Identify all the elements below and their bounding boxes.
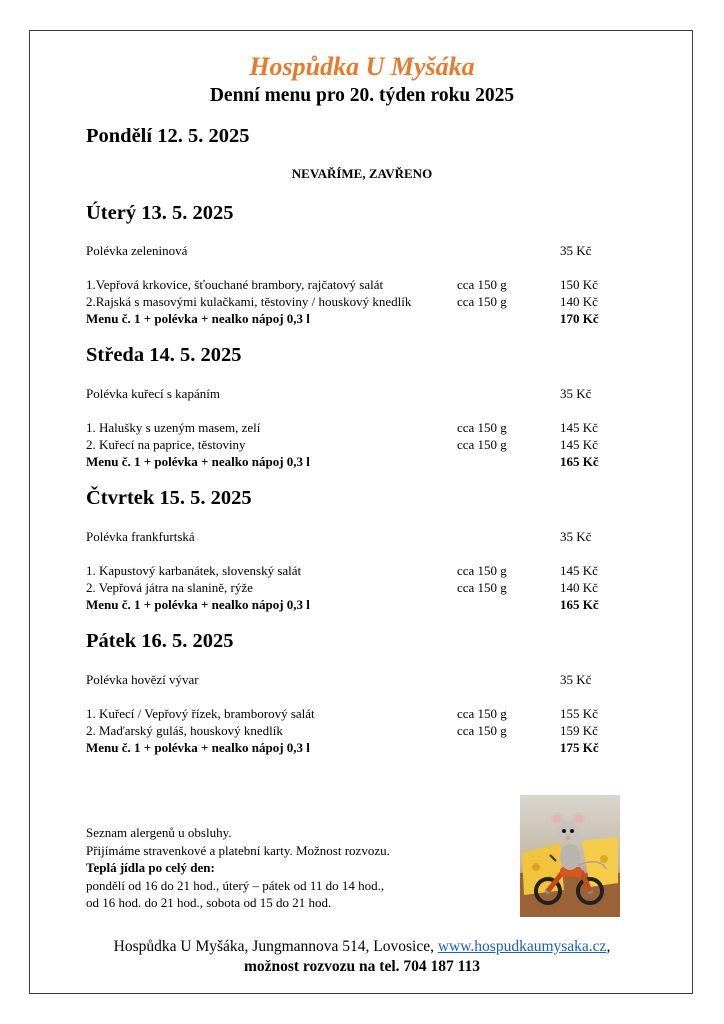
menu-offer-name: Menu č. 1 + polévka + nealko nápoj 0,3 l	[86, 454, 310, 469]
meal-price: 145 Kč	[560, 563, 598, 578]
payment-note: Přijímáme stravenkové a platební karty. Možnost rozvozu.	[86, 842, 390, 858]
meal-weight: cca 150 g	[457, 563, 507, 578]
meal-price: 140 Kč	[560, 580, 598, 595]
soup-row	[86, 243, 606, 260]
meal-name: 1.Vepřová krkovice, šťouchané brambory, rajčatový salát	[86, 277, 384, 292]
soup-row	[86, 386, 606, 403]
opening-hours-line: pondělí od 16 do 21 hod., úterý – pátek od 11 do 14 hod.,	[86, 877, 385, 893]
day-heading-thursday: Čtvrtek 15. 5. 2025	[86, 487, 252, 509]
meal-row	[86, 706, 606, 723]
day-heading-friday: Pátek 16. 5. 2025	[86, 630, 234, 652]
meal-row	[86, 437, 606, 454]
meal-name: 2. Kuřecí na paprice, těstoviny	[86, 437, 246, 452]
meal-name: 1. Kuřecí / Vepřový řízek, bramborový salát	[86, 706, 315, 721]
meal-row	[86, 420, 606, 437]
meal-name: 2.Rajská s masovými kulačkami, těstoviny / houskový knedlík	[86, 294, 412, 309]
soup-name: Polévka zeleninová	[86, 243, 188, 258]
meal-price: 145 Kč	[560, 420, 598, 435]
menu-offer-price: 165 Kč	[560, 597, 599, 612]
mouse-motorbike-photo	[520, 795, 620, 917]
meal-price: 159 Kč	[560, 723, 598, 738]
soup-price: 35 Kč	[560, 672, 592, 687]
menu-offer-row	[86, 454, 606, 471]
address-text: Hospůdka U Myšáka, Jungmannova 514, Lovosice,	[113, 938, 438, 955]
soup-price: 35 Kč	[560, 243, 592, 258]
menu-offer-price: 170 Kč	[560, 311, 599, 326]
meal-row	[86, 580, 606, 597]
meal-price: 140 Kč	[560, 294, 598, 309]
meal-row	[86, 563, 606, 580]
delivery-phone: možnost rozvozu na tel. 704 187 113	[243, 958, 481, 975]
menu-offer-row	[86, 740, 606, 757]
meal-weight: cca 150 g	[457, 723, 507, 738]
info-notes	[86, 824, 466, 912]
meal-row	[86, 723, 606, 740]
menu-offer-row	[86, 311, 606, 328]
day-heading-monday: Pondělí 12. 5. 2025	[86, 125, 250, 147]
opening-hours-line: od 16 hod. do 21 hod., sobota od 15 do 21 hod.	[86, 895, 332, 910]
soup-price: 35 Kč	[560, 529, 592, 544]
menu-offer-name: Menu č. 1 + polévka + nealko nápoj 0,3 l	[86, 311, 310, 326]
meal-weight: cca 150 g	[457, 294, 507, 309]
day-heading-wednesday: Středa 14. 5. 2025	[86, 344, 242, 366]
meal-price: 155 Kč	[560, 706, 598, 721]
soup-row	[86, 672, 606, 689]
meal-weight: cca 150 g	[457, 277, 507, 292]
menu-offer-name: Menu č. 1 + polévka + nealko nápoj 0,3 l	[86, 597, 310, 612]
soup-name: Polévka kuřecí s kapáním	[86, 386, 220, 401]
address-line	[0, 938, 724, 956]
meal-row	[86, 277, 606, 294]
meal-price: 145 Kč	[560, 437, 598, 452]
restaurant-name: Hospůdka U Myšáka	[249, 52, 475, 81]
mouse-motorbike-illustration	[520, 795, 620, 917]
meal-weight: cca 150 g	[457, 580, 507, 595]
website-link[interactable]: www.hospudkaumysaka.cz	[437, 938, 607, 955]
meal-row	[86, 294, 606, 311]
menu-offer-name: Menu č. 1 + polévka + nealko nápoj 0,3 l	[86, 740, 310, 755]
menu-offer-row	[86, 597, 606, 614]
day-heading-tuesday: Úterý 13. 5. 2025	[86, 202, 234, 224]
meal-name: 1. Halušky s uzeným masem, zelí	[86, 420, 261, 435]
closed-note: NEVAŘÍME, ZAVŘENO	[291, 166, 433, 181]
menu-offer-price: 165 Kč	[560, 454, 599, 469]
allergens-note: Seznam alergenů u obsluhy.	[86, 825, 232, 840]
meal-weight: cca 150 g	[457, 706, 507, 721]
soup-price: 35 Kč	[560, 386, 592, 401]
soup-name: Polévka hovězí vývar	[86, 672, 199, 687]
hot-meals-title: Teplá jídla po celý den:	[86, 860, 215, 875]
soup-row	[86, 529, 606, 546]
meal-price: 150 Kč	[560, 277, 598, 292]
meal-weight: cca 150 g	[457, 420, 507, 435]
meal-name: 1. Kapustový karbanátek, slovenský salát	[86, 563, 302, 578]
meal-weight: cca 150 g	[457, 437, 507, 452]
address-suffix: ,	[606, 938, 611, 955]
menu-subtitle: Denní menu pro 20. týden roku 2025	[209, 85, 515, 106]
meal-name: 2. Vepřová játra na slanině, rýže	[86, 580, 253, 595]
soup-name: Polévka frankfurtská	[86, 529, 195, 544]
menu-offer-price: 175 Kč	[560, 740, 599, 755]
meal-name: 2. Maďarský guláš, houskový knedlík	[86, 723, 283, 738]
